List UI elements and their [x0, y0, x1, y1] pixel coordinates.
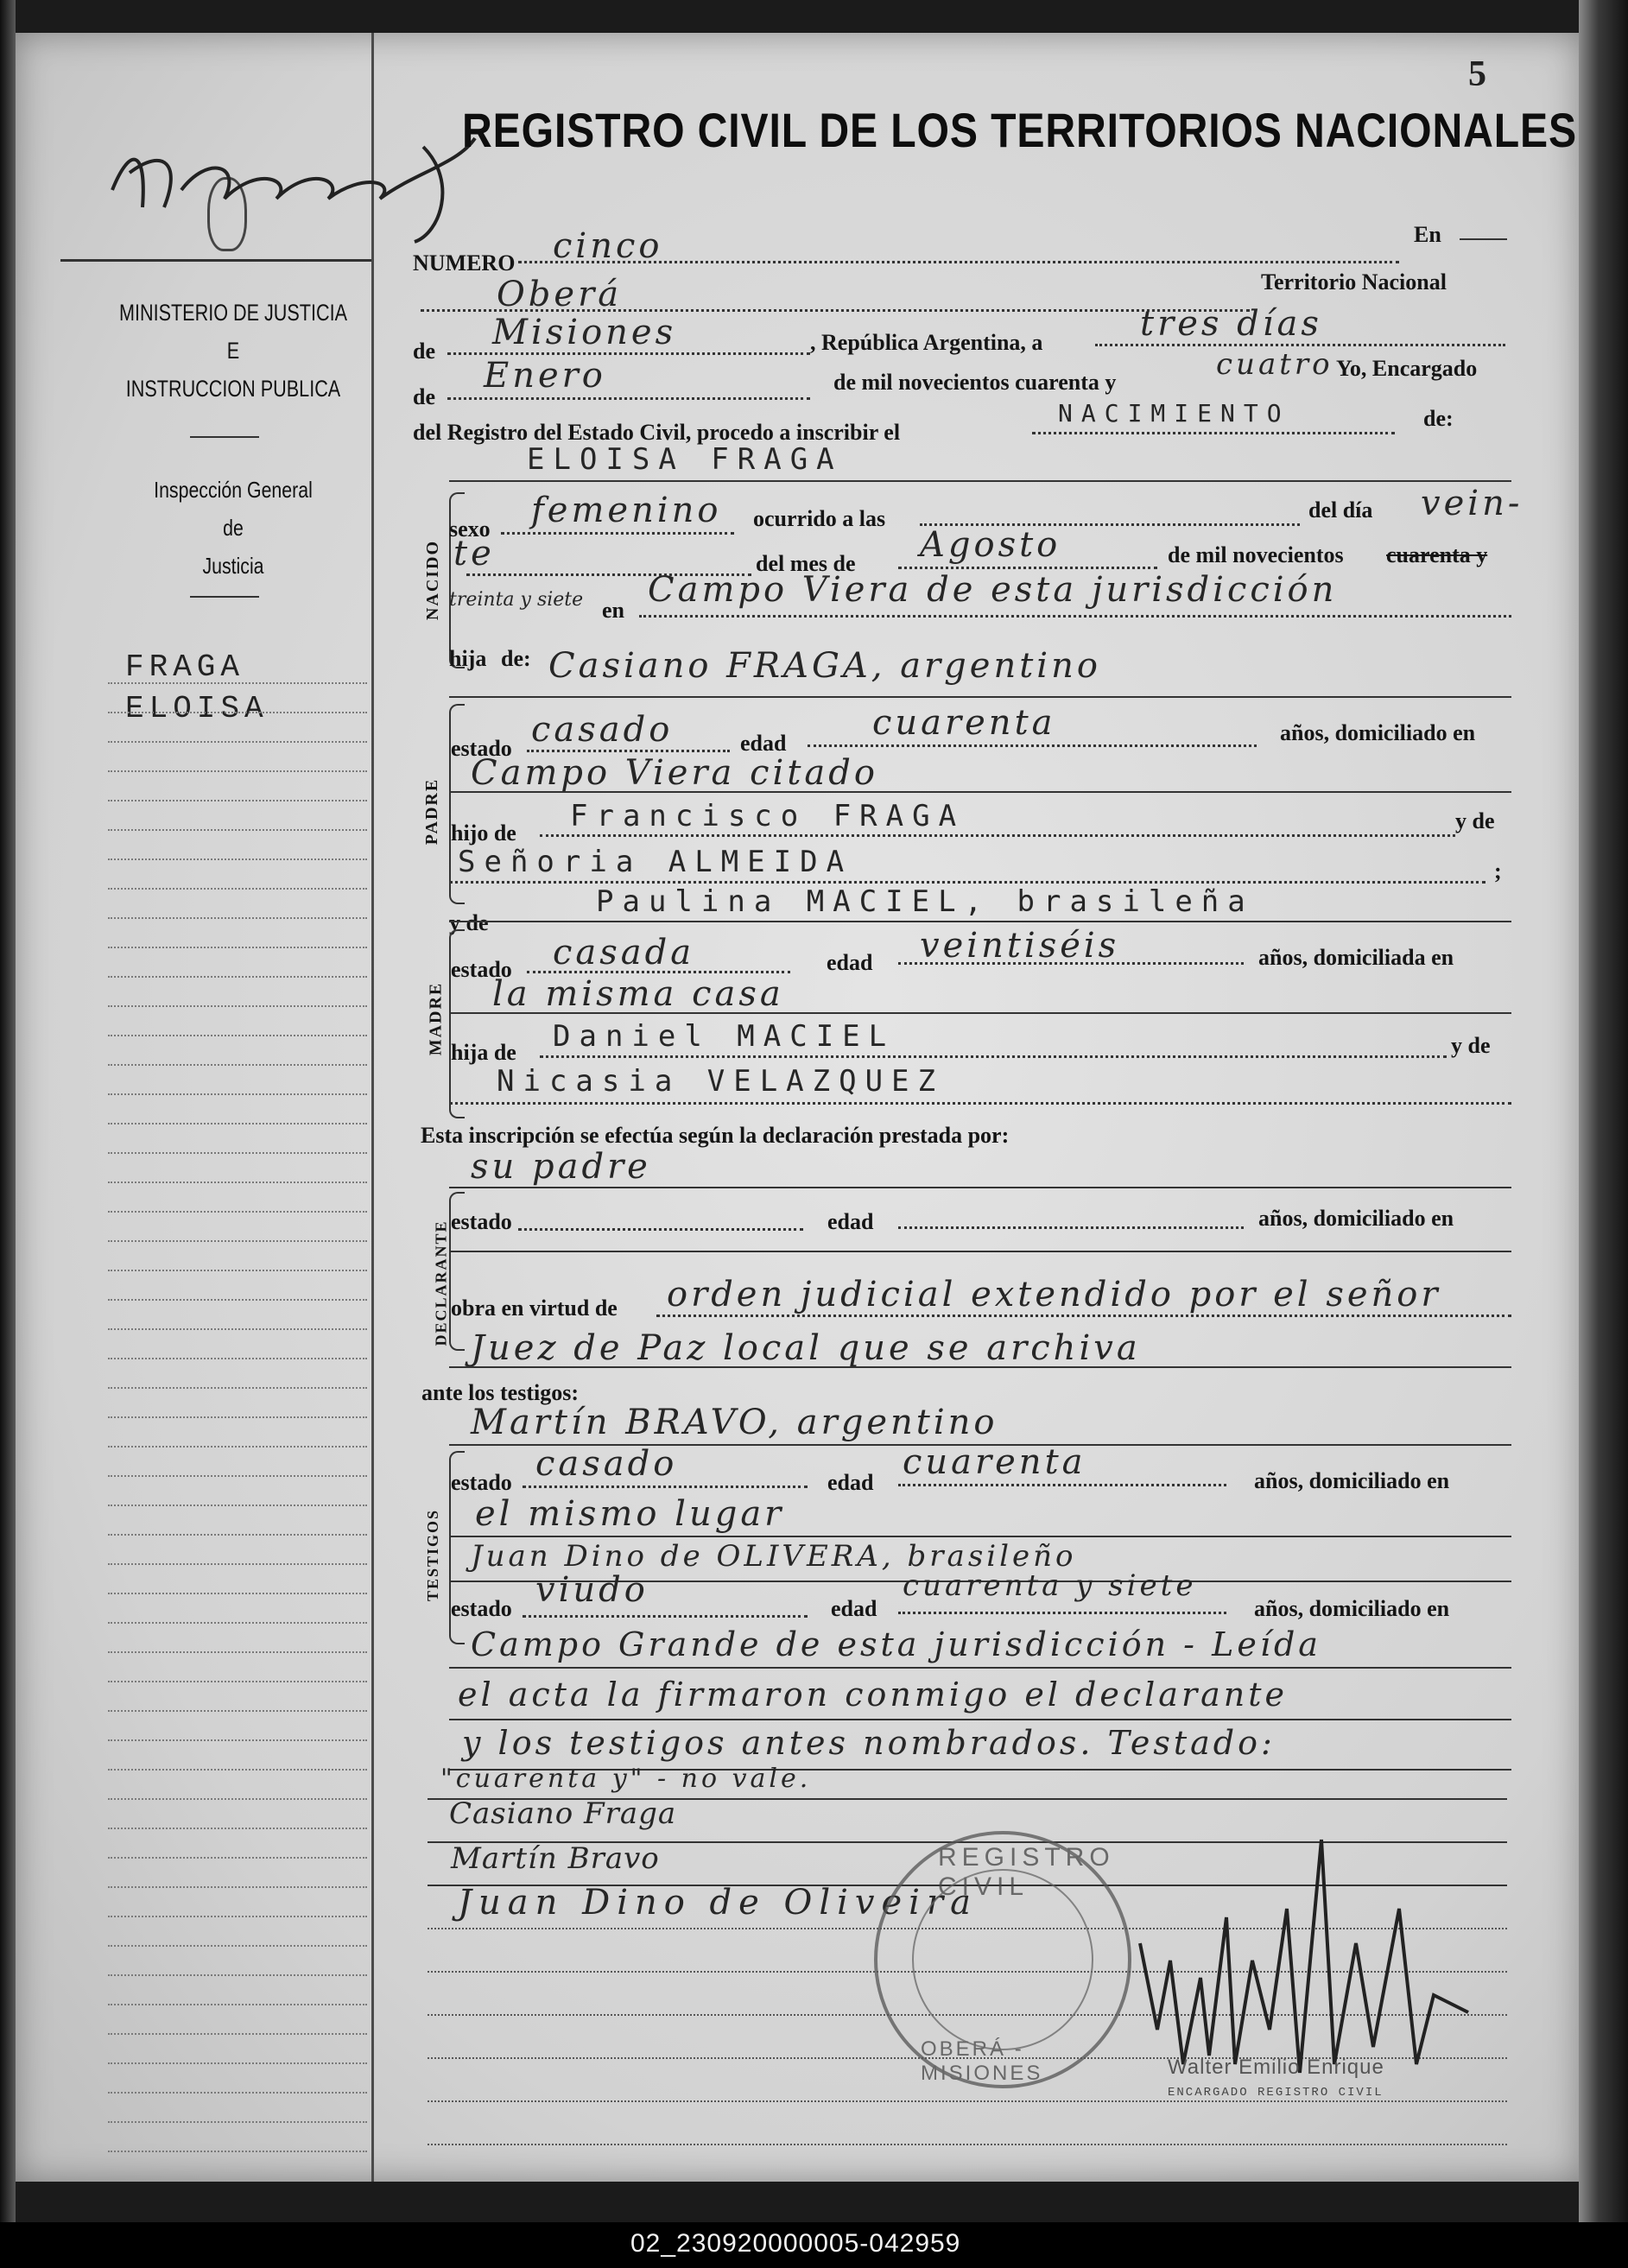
madre-domicilio: la misma casa [492, 974, 784, 1014]
margin-ruled-line [108, 2062, 367, 2065]
fill-line [518, 261, 1399, 264]
de-colon: de: [1423, 406, 1454, 431]
sidebar-divider [190, 596, 259, 598]
testigo1-name: Martín BRAVO, argentino [471, 1403, 998, 1442]
fill-line [639, 615, 1511, 618]
fill-line [449, 791, 1511, 794]
padre-edad-label: edad [740, 731, 787, 756]
day-value: tres días [1140, 304, 1322, 344]
fill-line [428, 2144, 1507, 2146]
ante-label: ante los testigos: [421, 1380, 579, 1405]
margin-ruled-line [108, 1769, 367, 1771]
margin-ruled-line [108, 2033, 367, 2036]
padre-y-de: y de [1455, 808, 1495, 833]
testigo2-estado-label: estado [451, 1596, 512, 1621]
closing-line-2: el acta la firmaron conmigo el declarante [458, 1676, 1288, 1714]
margin-ruled-line [108, 1945, 367, 1948]
margin-ruled-line [108, 2092, 367, 2094]
page-edge-shadow [1579, 0, 1628, 2268]
declarante-intro: Esta inscripción se efectúa según la declaración prestada por: [421, 1123, 1010, 1148]
numero-label: NUMERO [413, 250, 516, 276]
obra-value-2: Juez de Paz local que se archiva [471, 1328, 1141, 1368]
madre-y-de: y de [449, 910, 489, 935]
header-divider [60, 259, 371, 262]
section-label-padre: PADRE [422, 777, 442, 846]
mil-label: de mil novecientos [1168, 542, 1344, 567]
yo-label: Yo, Encargado [1336, 356, 1478, 381]
officer-name: Walter Emilio Enrique [1168, 2056, 1384, 2079]
inspection-heading: Inspección General de Justicia [154, 477, 313, 579]
fill-line [449, 1251, 1511, 1253]
margin-ruled-line [108, 1505, 367, 1507]
margin-ruled-line [108, 1211, 367, 1213]
fill-line [449, 1187, 1511, 1189]
officer-signature [1123, 1805, 1485, 2090]
republica-label: , República Argentina, a [810, 330, 1043, 355]
margin-ruled-line [108, 1123, 367, 1125]
padre-estado-label: estado [451, 736, 512, 761]
fill-line [656, 1315, 1511, 1318]
declarante-name: su padre [471, 1147, 651, 1187]
stamp-top-text: REGISTRO CIVIL [938, 1843, 1115, 1901]
padre-semicolon: ; [1494, 858, 1502, 884]
padre-edad-value: cuarenta [872, 703, 1056, 743]
margin-ruled-line [108, 1798, 367, 1801]
registro-label: del Registro del Estado Civil, procedo a inscribir el [413, 420, 901, 445]
margin-ruled-line [108, 1534, 367, 1536]
mes-value: Agosto [920, 525, 1061, 565]
declarante-edad-label: edad [827, 1209, 874, 1234]
fill-line [449, 480, 1511, 483]
section-label-nacido: NACIDO [423, 539, 443, 621]
treinta-value: treinta y siete [449, 589, 584, 611]
en-label: en [602, 598, 624, 623]
margin-ruled-line [108, 1828, 367, 1830]
obra-label: obra en virtud de [451, 1296, 618, 1321]
signature-witness2: Juan Dino de Oliveira [458, 1883, 978, 1923]
madre-y-de2: y de [1451, 1033, 1491, 1058]
margin-ruled-line [108, 1974, 367, 1977]
margin-ruled-line [108, 1093, 367, 1096]
dia-value-1: vein- [1421, 484, 1523, 523]
hija-de-label: de: [501, 646, 531, 671]
fill-line [428, 2100, 1507, 2103]
del-mes-label: del mes de [756, 551, 856, 576]
madre-hija-label: hija de [451, 1040, 516, 1065]
margin-ruled-line [108, 741, 367, 744]
fill-line [449, 1102, 1511, 1105]
section-label-declarante: DECLARANTE [432, 1220, 450, 1346]
place-value: Oberá [497, 275, 623, 314]
fill-line [898, 1612, 1226, 1615]
margin-given-name: ELOISA [125, 691, 269, 726]
testigo1-edad-label: edad [827, 1470, 874, 1495]
margin-ruled-line [108, 1387, 367, 1390]
maternal-grandfather: Daniel MACIEL [553, 1019, 896, 1054]
fill-line [447, 397, 810, 401]
header-signature [95, 112, 492, 250]
fill-line [449, 1012, 1511, 1015]
margin-ruled-line [108, 1358, 367, 1360]
paternal-grandfather: Francisco FRAGA [570, 799, 966, 833]
act-value: NACIMIENTO [1058, 399, 1290, 428]
fill-line [518, 1228, 803, 1232]
footer-bar [0, 2222, 1628, 2268]
margin-ruled-line [108, 1328, 367, 1331]
padre-hijo-label: hijo de [451, 820, 516, 846]
margin-ruled-line [108, 976, 367, 979]
margin-ruled-line [108, 1416, 367, 1419]
testigo1-estado-value: casado [535, 1444, 678, 1484]
sidebar-divider [190, 436, 259, 438]
margin-ruled-line [108, 1622, 367, 1625]
struck-text: cuarenta y [1386, 542, 1488, 567]
year-label: de mil novecientos cuarenta y [833, 370, 1117, 395]
margin-ruled-line [108, 770, 367, 773]
margin-ruled-line [108, 682, 367, 685]
margin-surname: FRAGA [125, 649, 245, 685]
sexo-value: femenino [531, 491, 722, 530]
margin-ruled-line [108, 1270, 367, 1272]
margin-ruled-line [108, 858, 367, 861]
sexo-label: sexo [449, 516, 491, 542]
father-name: Casiano FRAGA, argentino [548, 646, 1101, 686]
month-value: Enero [484, 356, 606, 396]
closing-line-4: "cuarenta y" - no vale. [440, 1764, 812, 1794]
madre-anos-label: años, domiciliada en [1258, 945, 1454, 970]
margin-ruled-line [108, 917, 367, 920]
fill-line [449, 696, 1511, 699]
fill-line [449, 1719, 1511, 1721]
image-identifier: 02_230920000005-042959 [630, 2229, 961, 2258]
margin-ruled-line [108, 2004, 367, 2006]
maternal-grandmother: Nicasia VELAZQUEZ [497, 1064, 944, 1099]
margin-ruled-line [108, 1299, 367, 1302]
testigo1-domicilio: el mismo lugar [475, 1494, 785, 1534]
fill-line [540, 1055, 1447, 1059]
fill-line [523, 1486, 808, 1489]
fill-line [449, 1366, 1511, 1369]
signature-witness1: Martín Bravo [451, 1841, 660, 1876]
margin-ruled-line [108, 829, 367, 832]
mother-name: Paulina MACIEL, brasileña [596, 884, 1254, 919]
fill-line [808, 744, 1257, 748]
dia-value-2: te [453, 534, 495, 573]
signature-father: Casiano Fraga [449, 1796, 677, 1831]
margin-ruled-line [108, 2151, 367, 2153]
ocurrido-label: ocurrido a las [753, 506, 886, 531]
fill-line [898, 962, 1244, 966]
margin-ruled-line [108, 1739, 367, 1742]
section-label-testigos: TESTIGOS [424, 1508, 442, 1602]
margin-ruled-line [108, 1005, 367, 1008]
margin-ruled-line [108, 1886, 367, 1889]
stamp-bottom-text: OBERÁ - MISIONES [921, 2037, 1043, 2085]
officer-role: ENCARGADO REGISTRO CIVIL [1168, 2086, 1384, 2100]
fill-line [449, 921, 1511, 923]
fill-line [898, 1484, 1226, 1487]
testigo2-edad-value: cuarenta y siete [903, 1568, 1197, 1603]
margin-ruled-line [108, 800, 367, 802]
ministry-heading: MINISTERIO DE JUSTICIA E INSTRUCCION PUBLICA [118, 300, 348, 402]
margin-ruled-line [108, 712, 367, 714]
margin-ruled-line [108, 1710, 367, 1713]
territorio-label: Territorio Nacional [1261, 269, 1447, 295]
fill-line [898, 1226, 1244, 1230]
margin-ruled-line [108, 1916, 367, 1918]
testigo2-estado-value: viudo [535, 1570, 649, 1610]
margin-ruled-line [108, 1064, 367, 1067]
margin-ruled-line [108, 1857, 367, 1859]
fill-line [1032, 432, 1395, 435]
lugar-value: Campo Viera de esta jurisdicción [648, 570, 1338, 610]
child-name: ELOISA FRAGA [527, 442, 843, 477]
page-number: 5 [1468, 54, 1486, 94]
testigo2-anos-label: años, domiciliado en [1254, 1596, 1450, 1621]
testigo2-name: Juan Dino de OLIVERA, brasileño [471, 1539, 1077, 1574]
obra-value: orden judicial extendido por el señor [667, 1275, 1441, 1315]
margin-ruled-line [108, 947, 367, 949]
civil-registry-stamp [874, 1831, 1131, 2088]
de-label: de [413, 384, 435, 409]
paternal-grandmother: Señoria ALMEIDA [458, 845, 853, 879]
margin-ruled-line [108, 2121, 367, 2124]
de-label: de [413, 339, 435, 364]
margin-ruled-line [108, 1681, 367, 1683]
fill-line [449, 1536, 1511, 1538]
margin-ruled-line [108, 1593, 367, 1595]
declarante-estado-label: estado [451, 1209, 512, 1234]
margin-ruled-line [108, 1035, 367, 1037]
margin-ruled-line [108, 1182, 367, 1184]
closing-line-3: y los testigos antes nombrados. Testado: [462, 1724, 1276, 1762]
hija-label: hija [449, 646, 487, 671]
testigo2-edad-label: edad [831, 1596, 877, 1621]
padre-estado-value: casado [531, 710, 674, 750]
fill-line [540, 834, 1455, 838]
margin-ruled-line [108, 888, 367, 890]
book-binding-edge [0, 0, 16, 2268]
section-label-madre: MADRE [426, 981, 446, 1056]
madre-estado-value: casada [553, 933, 695, 972]
fill-line [501, 532, 734, 535]
numero-value: cinco [553, 226, 663, 266]
testigo1-anos-label: años, domiciliado en [1254, 1468, 1450, 1493]
madre-estado-label: estado [451, 957, 512, 982]
padre-anos-label: años, domiciliado en [1280, 720, 1476, 745]
madre-edad-value: veintiséis [920, 926, 1120, 966]
testigo1-estado-label: estado [451, 1470, 512, 1495]
padre-domicilio: Campo Viera citado [471, 753, 878, 793]
year-value: cuatro [1216, 347, 1333, 382]
margin-ruled-line [108, 1651, 367, 1654]
del-dia-label: del día [1308, 497, 1373, 523]
fill-line [523, 1615, 808, 1619]
margin-ruled-line [108, 1475, 367, 1478]
declarante-anos-label: años, domiciliado en [1258, 1206, 1454, 1231]
margin-ruled-line [108, 1240, 367, 1243]
madre-edad-label: edad [827, 950, 873, 975]
testigo1-edad-value: cuarenta [903, 1442, 1086, 1482]
fill-line [449, 1667, 1511, 1669]
document-title: REGISTRO CIVIL DE LOS TERRITORIOS NACIONALES [462, 103, 1578, 157]
province-value: Misiones [492, 313, 677, 352]
margin-ruled-line [108, 1446, 367, 1448]
fill-line [1460, 238, 1507, 241]
closing-line-1: Campo Grande de esta jurisdicción - Leída [471, 1625, 1321, 1663]
margin-ruled-line [108, 1563, 367, 1566]
margin-ruled-line [108, 1152, 367, 1155]
en-label: En [1414, 222, 1441, 247]
